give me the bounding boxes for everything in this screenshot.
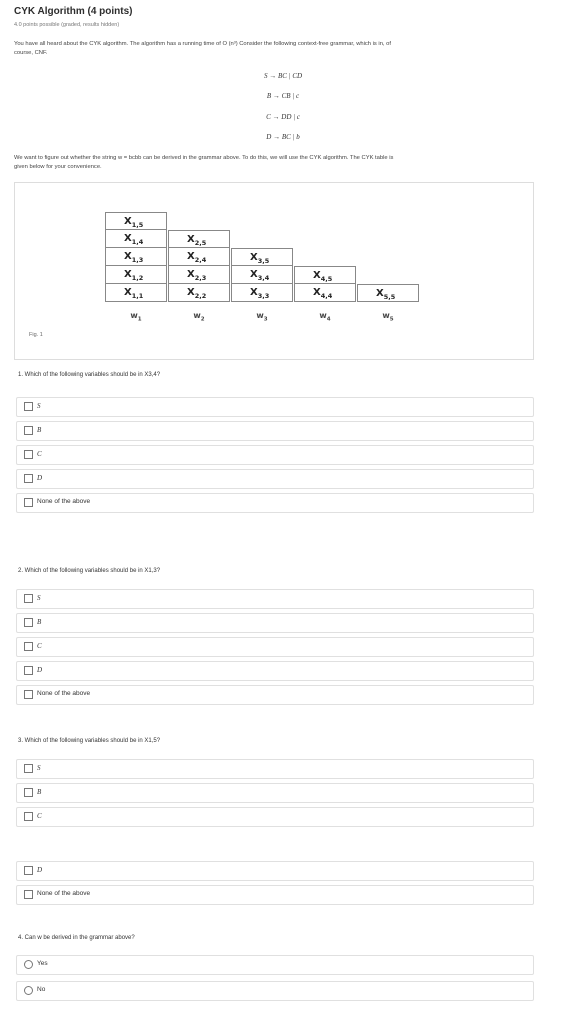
checkbox[interactable] — [24, 594, 33, 603]
cyk-cell: $X_{3,5}$ — [231, 248, 293, 266]
checkbox[interactable] — [24, 618, 33, 627]
checkbox[interactable] — [24, 890, 33, 899]
answer-option[interactable] — [16, 637, 534, 657]
answer-option[interactable] — [16, 613, 534, 633]
question-text: 2. Which of the following variables should be in X1,3? — [18, 568, 161, 574]
option-label: S — [37, 402, 41, 410]
answer-option[interactable] — [16, 759, 534, 779]
cyk-cell: $X_{2,2}$ — [168, 284, 230, 302]
radio-button[interactable] — [24, 986, 33, 995]
grammar-rule-3: C → DD | c — [266, 113, 300, 121]
option-label: B — [37, 426, 42, 434]
answer-option[interactable] — [16, 493, 534, 513]
word-label: $w_2$ — [193, 311, 205, 323]
cyk-cell: $X_{3,4}$ — [231, 266, 293, 284]
answer-option[interactable] — [16, 861, 534, 881]
task-text — [14, 154, 554, 172]
grammar-rule-2: B → CB | c — [266, 92, 300, 100]
word-label: $w_1$ — [130, 311, 142, 323]
checkbox[interactable] — [24, 788, 33, 797]
question-text: 3. Which of the following variables should be in X1,5? — [18, 738, 161, 744]
answer-option[interactable] — [16, 445, 534, 465]
intro-text — [14, 40, 554, 58]
checkbox[interactable] — [24, 812, 33, 821]
question-text: 4. Can w be derived in the grammar above? — [18, 935, 135, 941]
checkbox[interactable] — [24, 666, 33, 675]
cyk-cell: $X_{1,3}$ — [105, 248, 167, 266]
answer-option[interactable] — [16, 589, 534, 609]
answer-option[interactable] — [16, 783, 534, 803]
cyk-cell: $X_{5,5}$ — [357, 284, 419, 302]
option-label: None of the above — [37, 890, 91, 897]
answer-option[interactable] — [16, 807, 534, 827]
answer-option[interactable] — [16, 885, 534, 905]
cyk-cell: $X_{1,4}$ — [105, 230, 167, 248]
cyk-cell: $X_{1,1}$ — [105, 284, 167, 302]
grammar-rule-1: S → BC | CD — [263, 72, 303, 80]
checkbox[interactable] — [24, 498, 33, 507]
answer-option[interactable] — [16, 981, 534, 1001]
cyk-cell: $X_{1,5}$ — [105, 212, 167, 230]
option-label: C — [37, 450, 42, 458]
intro-line-2: course, CNF. — [14, 50, 48, 56]
option-label: None of the above — [37, 498, 91, 505]
cyk-cell: $X_{2,3}$ — [168, 266, 230, 284]
cyk-cell: $X_{4,4}$ — [294, 284, 356, 302]
checkbox[interactable] — [24, 764, 33, 773]
option-label: S — [37, 594, 41, 602]
option-label: B — [37, 788, 42, 796]
task-line-1: We want to figure out whether the string w = bcbb can be derived in the grammar above. To do this, we will use the CYK algorithm. The CYK table is — [14, 155, 394, 161]
answer-option[interactable] — [16, 661, 534, 681]
option-label: Yes — [37, 960, 48, 967]
answer-option[interactable] — [16, 469, 534, 489]
cyk-figure — [14, 182, 534, 360]
answer-option[interactable] — [16, 685, 534, 705]
option-label: S — [37, 764, 41, 772]
option-label: No — [37, 986, 46, 993]
figure-label: Fig. 1 — [29, 332, 43, 338]
option-label: D — [37, 666, 43, 674]
cyk-cell: $X_{3,3}$ — [231, 284, 293, 302]
question-text: 1. Which of the following variables should be in X3,4? — [18, 372, 161, 378]
checkbox[interactable] — [24, 450, 33, 459]
checkbox[interactable] — [24, 642, 33, 651]
checkbox[interactable] — [24, 690, 33, 699]
checkbox[interactable] — [24, 474, 33, 483]
option-label: C — [37, 642, 42, 650]
option-label: D — [37, 474, 43, 482]
word-label: $w_5$ — [382, 311, 394, 323]
cyk-cell: $X_{2,5}$ — [168, 230, 230, 248]
word-label: $w_4$ — [319, 311, 331, 323]
cyk-cell: $X_{2,4}$ — [168, 248, 230, 266]
intro-line-1: You have all heard about the CYK algorithm. The algorithm has a running time of O (n³) Consider the following context-free grammar, which is in, of — [14, 41, 391, 47]
checkbox[interactable] — [24, 402, 33, 411]
answer-option[interactable] — [16, 421, 534, 441]
option-label: D — [37, 866, 43, 874]
option-label: B — [37, 618, 42, 626]
checkbox[interactable] — [24, 866, 33, 875]
answer-option[interactable] — [16, 397, 534, 417]
task-line-2: given below for your convenience. — [14, 164, 102, 170]
option-label: None of the above — [37, 690, 91, 697]
answer-option[interactable] — [16, 955, 534, 975]
word-label: $w_3$ — [256, 311, 268, 323]
page-title: CYK Algorithm (4 points) — [14, 6, 133, 17]
option-label: C — [37, 812, 42, 820]
radio-button[interactable] — [24, 960, 33, 969]
points-info: 4.0 points possible (graded, results hidden) — [14, 22, 120, 28]
cyk-cell: $X_{1,2}$ — [105, 266, 167, 284]
grammar-rule-4: D → BC | b — [266, 133, 300, 141]
checkbox[interactable] — [24, 426, 33, 435]
cyk-cell: $X_{4,5}$ — [294, 266, 356, 284]
